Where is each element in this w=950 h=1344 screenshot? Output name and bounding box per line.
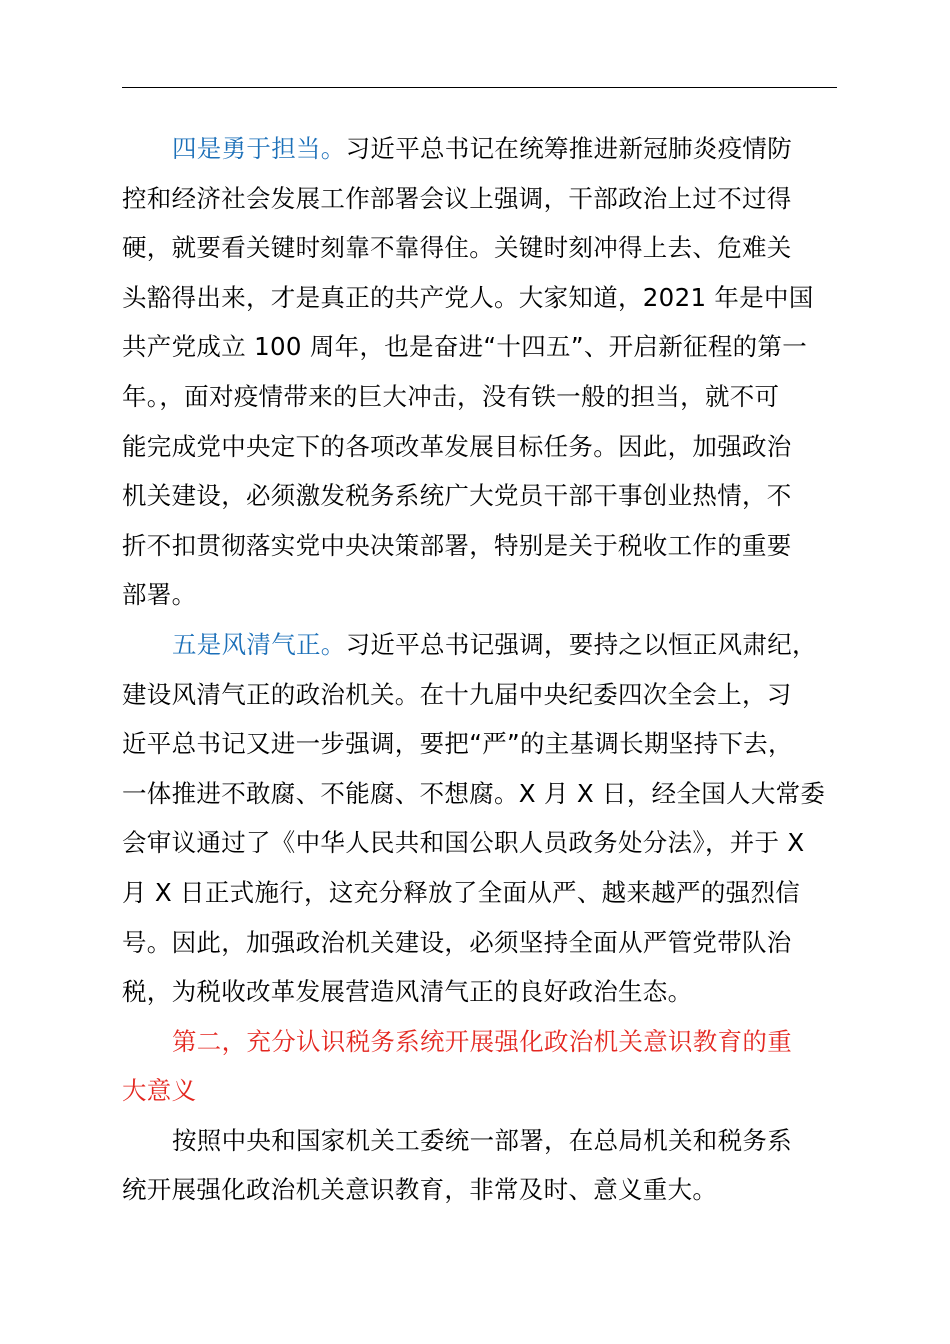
- text-line: 五是风清气正。习近平总书记强调，要持之以恒正风肃纪，: [172, 629, 817, 659]
- text-line: 会审议通过了《中华人民共和国公职人员政务处分法》，并于 X: [122, 828, 805, 858]
- section-heading: 四是勇于担当。: [172, 134, 346, 163]
- text-line: 硬，就要看关键时刻靠不靠得住。关键时刻冲得上去、危难关: [122, 233, 792, 263]
- header-rule: [122, 87, 837, 88]
- text-line: 统开展强化政治机关意识教育，非常及时、意义重大。: [122, 1175, 718, 1205]
- heading-line: 大意义: [122, 1076, 197, 1106]
- paragraph-integrity: [122, 620, 862, 1017]
- text-line: 部署。: [122, 580, 197, 610]
- text-line: 控和经济社会发展工作部署会议上强调，干部政治上过不过得: [122, 183, 792, 213]
- text-line: 折不扣贯彻落实党中央决策部署，特别是关于税收工作的重要: [122, 530, 792, 560]
- text-line: 税，为税收改革发展营造风清气正的良好政治生态。: [122, 977, 693, 1007]
- heading-line: 第二，充分认识税务系统开展强化政治机关意识教育的重: [172, 1026, 792, 1056]
- text-line: 按照中央和国家机关工委统一部署，在总局机关和税务系: [172, 1125, 792, 1155]
- text-line: 头豁得出来，才是真正的共产党人。大家知道，2021 年是中国: [122, 282, 814, 312]
- text-line: 年。，面对疫情带来的巨大冲击，没有铁一般的担当，就不可: [122, 381, 780, 411]
- section-heading-second: [122, 1017, 862, 1116]
- text-line: 能完成党中央定下的各项改革发展目标任务。因此，加强政治: [122, 431, 792, 461]
- text-line: 号。因此，加强政治机关建设，必须坚持全面从严管党带队治: [122, 927, 792, 957]
- paragraph-courage: [122, 124, 862, 620]
- text-line: 四是勇于担当。习近平总书记在统筹推进新冠肺炎疫情防: [172, 134, 793, 163]
- text-line: 建设风清气正的政治机关。在十九届中央纪委四次全会上，习: [122, 679, 792, 709]
- paragraph-deployment: [122, 1116, 862, 1215]
- text-line: 共产党成立 100 周年，也是奋进“十四五”、开启新征程的第一: [122, 332, 808, 362]
- document-body: [122, 124, 862, 1215]
- text-line: 机关建设，必须激发税务系统广大党员干部干事创业热情，不: [122, 481, 792, 511]
- text-line: 月 X 日正式施行，这充分释放了全面从严、越来越严的强烈信: [122, 877, 801, 907]
- text-line: 一体推进不敢腐、不能腐、不想腐。X 月 X 日，经全国人大常委: [122, 778, 826, 808]
- text-line: 近平总书记又进一步强调，要把“严”的主基调长期坚持下去，: [122, 729, 793, 759]
- section-heading: 五是风清气正。: [172, 629, 346, 659]
